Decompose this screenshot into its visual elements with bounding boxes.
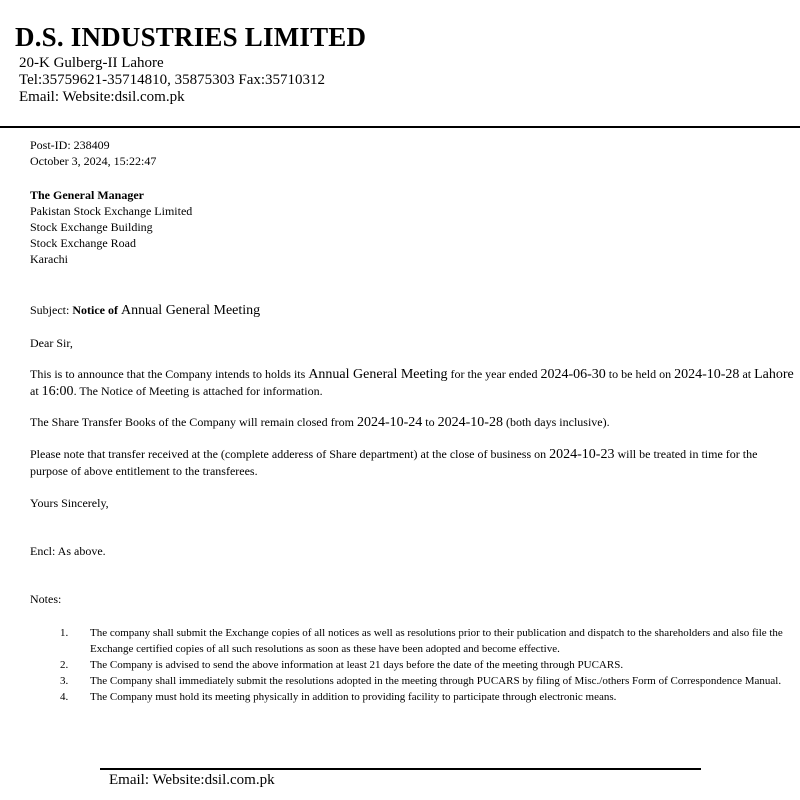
transfer-paragraph — [30, 446, 795, 479]
salutation: Dear Sir, — [30, 336, 73, 350]
para1-venue: Lahore — [754, 367, 794, 382]
company-phones: Tel:35759621-35714810, 35875303 Fax:35710312 — [19, 72, 326, 88]
para3-text-1: Please note that transfer received at the (complete adderess of Share department) at the close of business on — [30, 447, 550, 461]
company-address: 20-K Gulberg-II Lahore — [19, 55, 164, 71]
recipient-line-3: Stock Exchange Road — [30, 236, 136, 250]
para1-text-1: This is to announce that the Company intends to holds its — [30, 367, 309, 381]
para3-text-2: will be treated in time for the purpose of above entitlement to the transferees. — [30, 447, 758, 478]
note-number: 1. — [60, 627, 69, 639]
para1-time: 16:00 — [41, 384, 74, 399]
note-item — [60, 673, 788, 689]
subject-event: Annual General Meeting — [120, 303, 261, 318]
para1-text-2: for the year ended — [447, 367, 541, 381]
enclosure: Encl: As above. — [30, 544, 106, 558]
para1-text-5: at — [30, 384, 42, 398]
para1-meeting-date: 2024-10-28 — [674, 367, 740, 382]
para2-to-date: 2024-10-28 — [437, 415, 503, 430]
para1-text-4: at — [739, 367, 755, 381]
company-name: D.S. INDUSTRIES LIMITED — [15, 22, 367, 52]
footer-divider — [100, 768, 701, 770]
note-item — [60, 625, 788, 657]
company-email-website: Email: Website:dsil.com.pk — [19, 89, 185, 105]
note-text: The Company shall immediately submit the resolutions adopted in the meeting through PUCARS by filing of Misc./others Form of Correspondence Manual. — [90, 675, 782, 687]
post-datetime: October 3, 2024, 15:22:47 — [30, 154, 157, 168]
book-closure-paragraph — [30, 414, 795, 431]
subject-line — [30, 303, 260, 319]
notes-heading: Notes: — [30, 592, 62, 606]
closing: Yours Sincerely, — [30, 496, 109, 510]
subject-label: Subject: — [30, 303, 70, 317]
note-number: 4. — [60, 691, 69, 703]
para1-text-3: to be held on — [605, 367, 675, 381]
recipient-line-2: Stock Exchange Building — [30, 220, 153, 234]
para2-from-date: 2024-10-24 — [356, 415, 423, 430]
para1-year-end: 2024-06-30 — [540, 367, 606, 382]
para1-event: Annual General Meeting — [308, 367, 448, 382]
note-item — [60, 689, 788, 705]
recipient-line-1: Pakistan Stock Exchange Limited — [30, 204, 193, 218]
para2-text-1: The Share Transfer Books of the Company will remain closed from — [30, 415, 357, 429]
note-number: 3. — [60, 675, 69, 687]
announcement-paragraph — [30, 366, 795, 400]
note-text: The Company must hold its meeting physically in addition to providing facility to participate through electronic means. — [90, 691, 617, 703]
para2-text-2: to — [422, 415, 438, 429]
para2-text-3: (both days inclusive). — [502, 415, 610, 429]
note-text: The Company is advised to send the above information at least 21 days before the date of the meeting through PUCARS. — [90, 659, 624, 671]
notes-list — [60, 625, 788, 705]
header-divider — [0, 126, 800, 128]
note-item — [60, 657, 788, 673]
para3-date: 2024-10-23 — [549, 447, 615, 462]
recipient-title: The General Manager — [30, 188, 144, 202]
note-number: 2. — [60, 659, 69, 671]
para1-text-6: . The Notice of Meeting is attached for information. — [73, 384, 323, 398]
footer-email-website: Email: Website:dsil.com.pk — [109, 772, 275, 788]
note-text: The company shall submit the Exchange copies of all notices as well as resolutions prior to their publication and dispatch to the shareholders and also file the Exchange certified copies of all such resolutions as soon as these have been adopted and become effective. — [90, 627, 783, 655]
subject-notice-of: Notice of — [72, 303, 118, 317]
recipient-line-4: Karachi — [30, 252, 68, 266]
post-id: Post-ID: 238409 — [30, 138, 110, 152]
